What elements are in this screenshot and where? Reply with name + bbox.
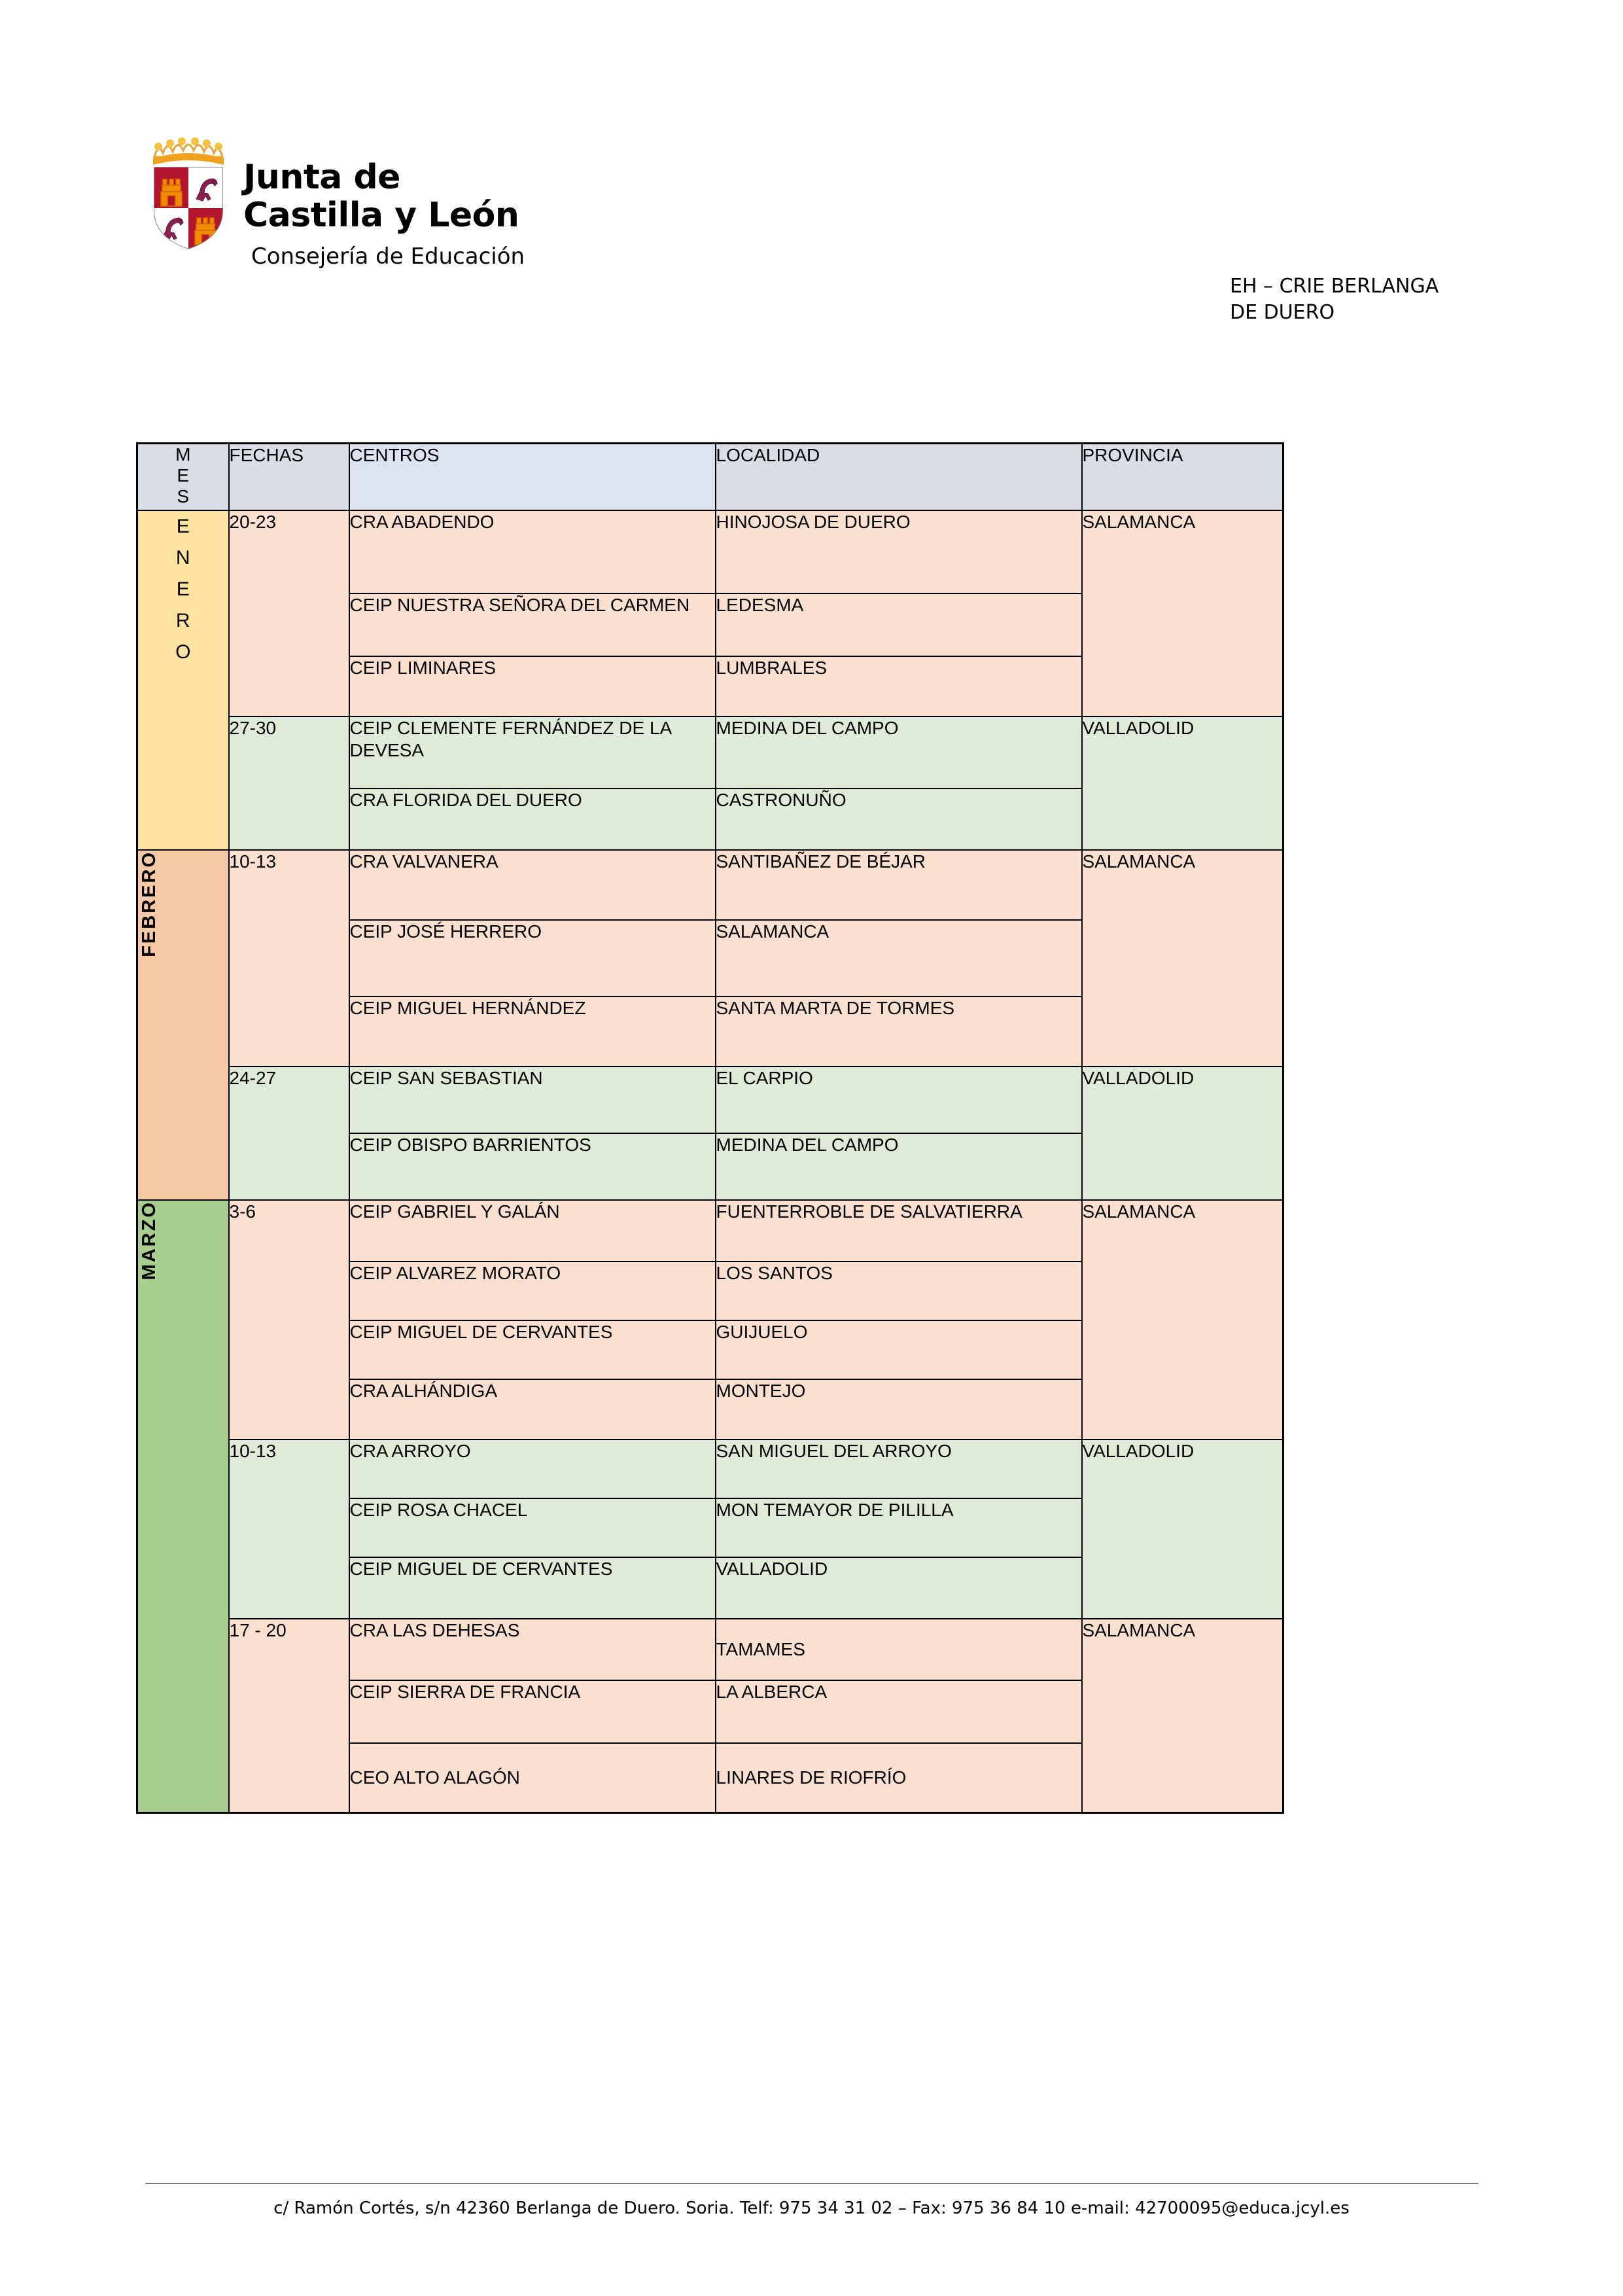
month-cell-marzo: [137, 1200, 229, 1813]
column-header-localidad: LOCALIDAD: [716, 444, 1082, 511]
localidad-cell: LINARES DE RIOFRÍO: [716, 1743, 1082, 1813]
localidad-cell: LA ALBERCA: [716, 1680, 1082, 1743]
month-letter: O: [175, 641, 191, 663]
centro-cell: CEIP LIMINARES: [349, 656, 716, 716]
logo-line-castilla-leon: Castilla y León: [243, 196, 519, 235]
provincia-cell: VALLADOLID: [1082, 716, 1283, 850]
coat-of-arms-icon: [145, 131, 232, 251]
column-header-fechas: FECHAS: [229, 444, 349, 511]
schedule-table: [136, 442, 1284, 1814]
month-label-febrero: FEBRERO: [139, 851, 160, 957]
provincia-cell: SALAMANCA: [1082, 1200, 1283, 1439]
centro-cell: CRA ABADENDO: [349, 510, 716, 593]
centro-cell: CEIP CLEMENTE FERNÁNDEZ DE LA DEVESA: [349, 716, 716, 788]
provincia-cell: SALAMANCA: [1082, 850, 1283, 1067]
centro-cell: CEIP SIERRA DE FRANCIA: [349, 1680, 716, 1743]
header-organization-label: [1230, 274, 1439, 326]
centro-cell: CEIP MIGUEL DE CERVANTES: [349, 1320, 716, 1379]
fechas-cell: 27-30: [229, 716, 349, 850]
month-letter: R: [175, 610, 190, 631]
centro-cell: CEIP MIGUEL DE CERVANTES: [349, 1557, 716, 1619]
fechas-cell: 24-27: [229, 1067, 349, 1200]
localidad-cell: SANTIBAÑEZ DE BÉJAR: [716, 850, 1082, 920]
centro-cell: CEIP ROSA CHACEL: [349, 1498, 716, 1557]
mes-letter-0: M: [175, 444, 191, 465]
month-label-enero: [138, 511, 228, 668]
provincia-cell: VALLADOLID: [1082, 1439, 1283, 1619]
column-header-mes: [137, 444, 229, 511]
provincia-cell: SALAMANCA: [1082, 1619, 1283, 1813]
fechas-cell: 3-6: [229, 1200, 349, 1439]
table-header-row: [137, 444, 1283, 511]
month-label-marzo: MARZO: [139, 1201, 160, 1280]
centro-cell: CRA ARROYO: [349, 1439, 716, 1498]
localidad-cell: MEDINA DEL CAMPO: [716, 1133, 1082, 1200]
page-header: [0, 0, 1623, 366]
localidad-cell: SANTA MARTA DE TORMES: [716, 997, 1082, 1067]
fechas-cell: 10-13: [229, 850, 349, 1067]
provincia-cell: VALLADOLID: [1082, 1067, 1283, 1200]
centro-cell: CEIP JOSÉ HERRERO: [349, 920, 716, 997]
provincia-cell: SALAMANCA: [1082, 510, 1283, 716]
mes-letter-2: S: [177, 486, 190, 506]
localidad-cell: SALAMANCA: [716, 920, 1082, 997]
centro-cell: CEIP ALVAREZ MORATO: [349, 1262, 716, 1320]
centro-cell: CRA LAS DEHESAS: [349, 1619, 716, 1680]
header-org-line-2: DE DUERO: [1230, 301, 1335, 324]
table-body: [137, 510, 1283, 1813]
logo-line-consejeria: Consejería de Educación: [251, 243, 525, 270]
table-row: [137, 1067, 1283, 1133]
centro-cell: CEIP OBISPO BARRIENTOS: [349, 1133, 716, 1200]
table-row: [137, 510, 1283, 593]
footer-contact-text: c/ Ramón Cortés, s/n 42360 Berlanga de Duero. Soria. Telf: 975 34 31 02 – Fax: 975 36 84 10 e-mail: 42700095@educa.jcyl.es: [273, 2199, 1350, 2218]
fechas-cell: 20-23: [229, 510, 349, 716]
centro-cell: CEIP MIGUEL HERNÁNDEZ: [349, 997, 716, 1067]
centro-cell: CRA VALVANERA: [349, 850, 716, 920]
localidad-cell: LUMBRALES: [716, 656, 1082, 716]
centro-cell: CEIP NUESTRA SEÑORA DEL CARMEN: [349, 593, 716, 656]
table-row: [137, 1200, 1283, 1262]
month-letter: N: [175, 547, 190, 569]
column-header-provincia: PROVINCIA: [1082, 444, 1283, 511]
logo-line-junta: Junta de: [243, 158, 400, 197]
localidad-cell: HINOJOSA DE DUERO: [716, 510, 1082, 593]
localidad-cell: LEDESMA: [716, 593, 1082, 656]
centro-cell: CEO ALTO ALAGÓN: [349, 1743, 716, 1813]
junta-castilla-leon-logo: [145, 131, 525, 271]
table-row: [137, 716, 1283, 788]
localidad-cell: EL CARPIO: [716, 1067, 1082, 1133]
centro-cell: CRA ALHÁNDIGA: [349, 1379, 716, 1439]
month-letter: E: [176, 516, 190, 537]
localidad-cell: MON TEMAYOR DE PILILLA: [716, 1498, 1082, 1557]
schedule-table-container: [136, 442, 1282, 1814]
fechas-cell: 10-13: [229, 1439, 349, 1619]
localidad-cell: TAMAMES: [716, 1619, 1082, 1680]
table-row: [137, 850, 1283, 920]
mes-letter-1: E: [177, 465, 190, 486]
localidad-cell: VALLADOLID: [716, 1557, 1082, 1619]
localidad-cell: SAN MIGUEL DEL ARROYO: [716, 1439, 1082, 1498]
localidad-cell: MEDINA DEL CAMPO: [716, 716, 1082, 788]
month-cell-febrero: [137, 850, 229, 1200]
localidad-cell: MONTEJO: [716, 1379, 1082, 1439]
localidad-cell: FUENTERROBLE DE SALVATIERRA: [716, 1200, 1082, 1262]
localidad-cell: CASTRONUÑO: [716, 788, 1082, 850]
month-cell-enero: [137, 510, 229, 850]
localidad-cell: LOS SANTOS: [716, 1262, 1082, 1320]
footer-divider: [145, 2183, 1478, 2184]
month-letter: E: [176, 578, 190, 600]
centro-cell: CEIP SAN SEBASTIAN: [349, 1067, 716, 1133]
table-header: [137, 444, 1283, 511]
centro-cell: CRA FLORIDA DEL DUERO: [349, 788, 716, 850]
header-org-line-1: EH – CRIE BERLANGA: [1230, 275, 1439, 298]
table-row: [137, 1439, 1283, 1498]
fechas-cell: 17 - 20: [229, 1619, 349, 1813]
centro-cell: CEIP GABRIEL Y GALÁN: [349, 1200, 716, 1262]
table-row: [137, 1619, 1283, 1680]
localidad-cell: GUIJUELO: [716, 1320, 1082, 1379]
column-header-centros: CENTROS: [349, 444, 716, 511]
